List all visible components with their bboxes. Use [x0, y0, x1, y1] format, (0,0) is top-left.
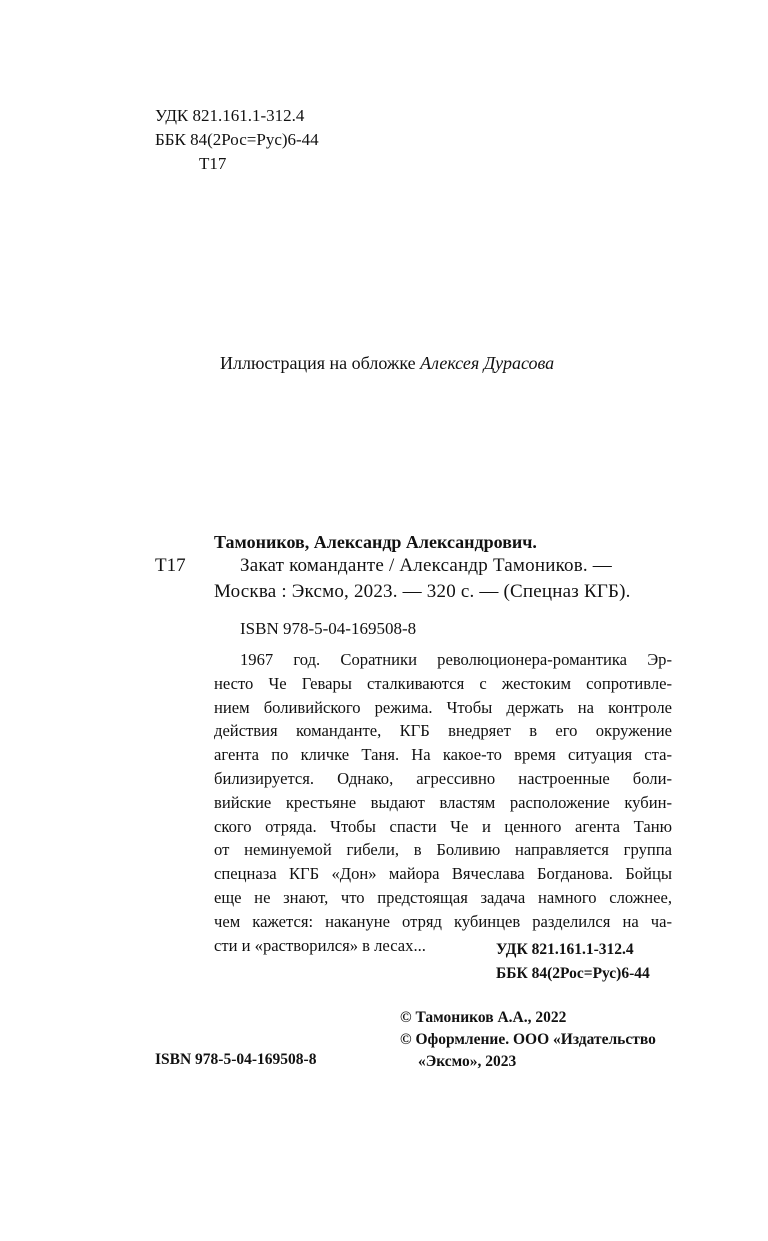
- header-bbk: ББК 84(2Рос=Рус)6-44: [155, 130, 319, 149]
- header-classification: [155, 104, 319, 176]
- annotation-line: чем кажется: накануне отряд кубинцев разделился на ча-: [214, 911, 672, 931]
- bottom-classification: [496, 938, 650, 986]
- annotation-line: нием боливийского режима. Чтобы держать на контроле: [214, 697, 672, 717]
- catalog-author-code: Т17: [155, 555, 186, 576]
- copyright-publisher: «Эксмо», 2023: [418, 1053, 517, 1070]
- header-udk: УДК 821.161.1-312.4: [155, 106, 305, 125]
- copyright-author: © Тамоников А.А., 2022: [400, 1009, 567, 1026]
- catalog-title-line2: Москва : Эксмо, 2023. — 320 с. — (Спецназ КГБ).: [214, 581, 631, 602]
- header-author-code: Т17: [199, 154, 227, 173]
- bottom-bbk: ББК 84(2Рос=Рус)6-44: [496, 965, 650, 982]
- annotation-line: билизируется. Однако, агрессивно настроенные боли-: [214, 768, 672, 788]
- annotation-line: вийские крестьяне выдают властям расположение кубин-: [214, 792, 672, 812]
- annotation-line: от неминуемой гибели, в Боливию направляется группа: [214, 840, 672, 860]
- annotation-line: действия команданте, КГБ внедряет в его окружение: [214, 721, 672, 741]
- footer-isbn: ISBN 978-5-04-169508-8: [155, 1051, 317, 1068]
- annotation-line: еще не знают, что предстоящая задача намного сложнее,: [214, 887, 672, 907]
- annotation-line: сти и «растворился» в лесах...: [214, 935, 426, 955]
- annotation-line: ского отряда. Чтобы спасти Че и ценного агента Таню: [214, 816, 672, 836]
- catalog-author: Тамоников, Александр Александрович.: [214, 532, 537, 552]
- annotation-line: 1967 год. Соратники революционера-романтика Эр-: [240, 650, 672, 669]
- illustration-prefix: Иллюстрация на обложке: [220, 353, 416, 373]
- annotation-line: спецназа КГБ «Дон» майора Вячеслава Богданова. Бойцы: [214, 864, 672, 884]
- annotation-line: агента по кличке Таня. На какое-то время ситуация ста-: [214, 745, 672, 765]
- catalog-isbn: ISBN 978-5-04-169508-8: [240, 619, 417, 638]
- catalog-title-line1: Закат команданте / Александр Тамоников. —: [240, 555, 613, 576]
- annotation-line: несто Че Гевары сталкиваются с жестоким сопротивле-: [214, 673, 672, 693]
- copyright-block: [400, 1007, 656, 1073]
- copyright-design: © Оформление. ООО «Издательство: [400, 1031, 656, 1048]
- bottom-udk: УДК 821.161.1-312.4: [496, 941, 634, 958]
- illustration-artist: Алексея Дурасова: [420, 353, 555, 373]
- annotation-text: [214, 648, 672, 957]
- illustration-credit: [220, 353, 554, 374]
